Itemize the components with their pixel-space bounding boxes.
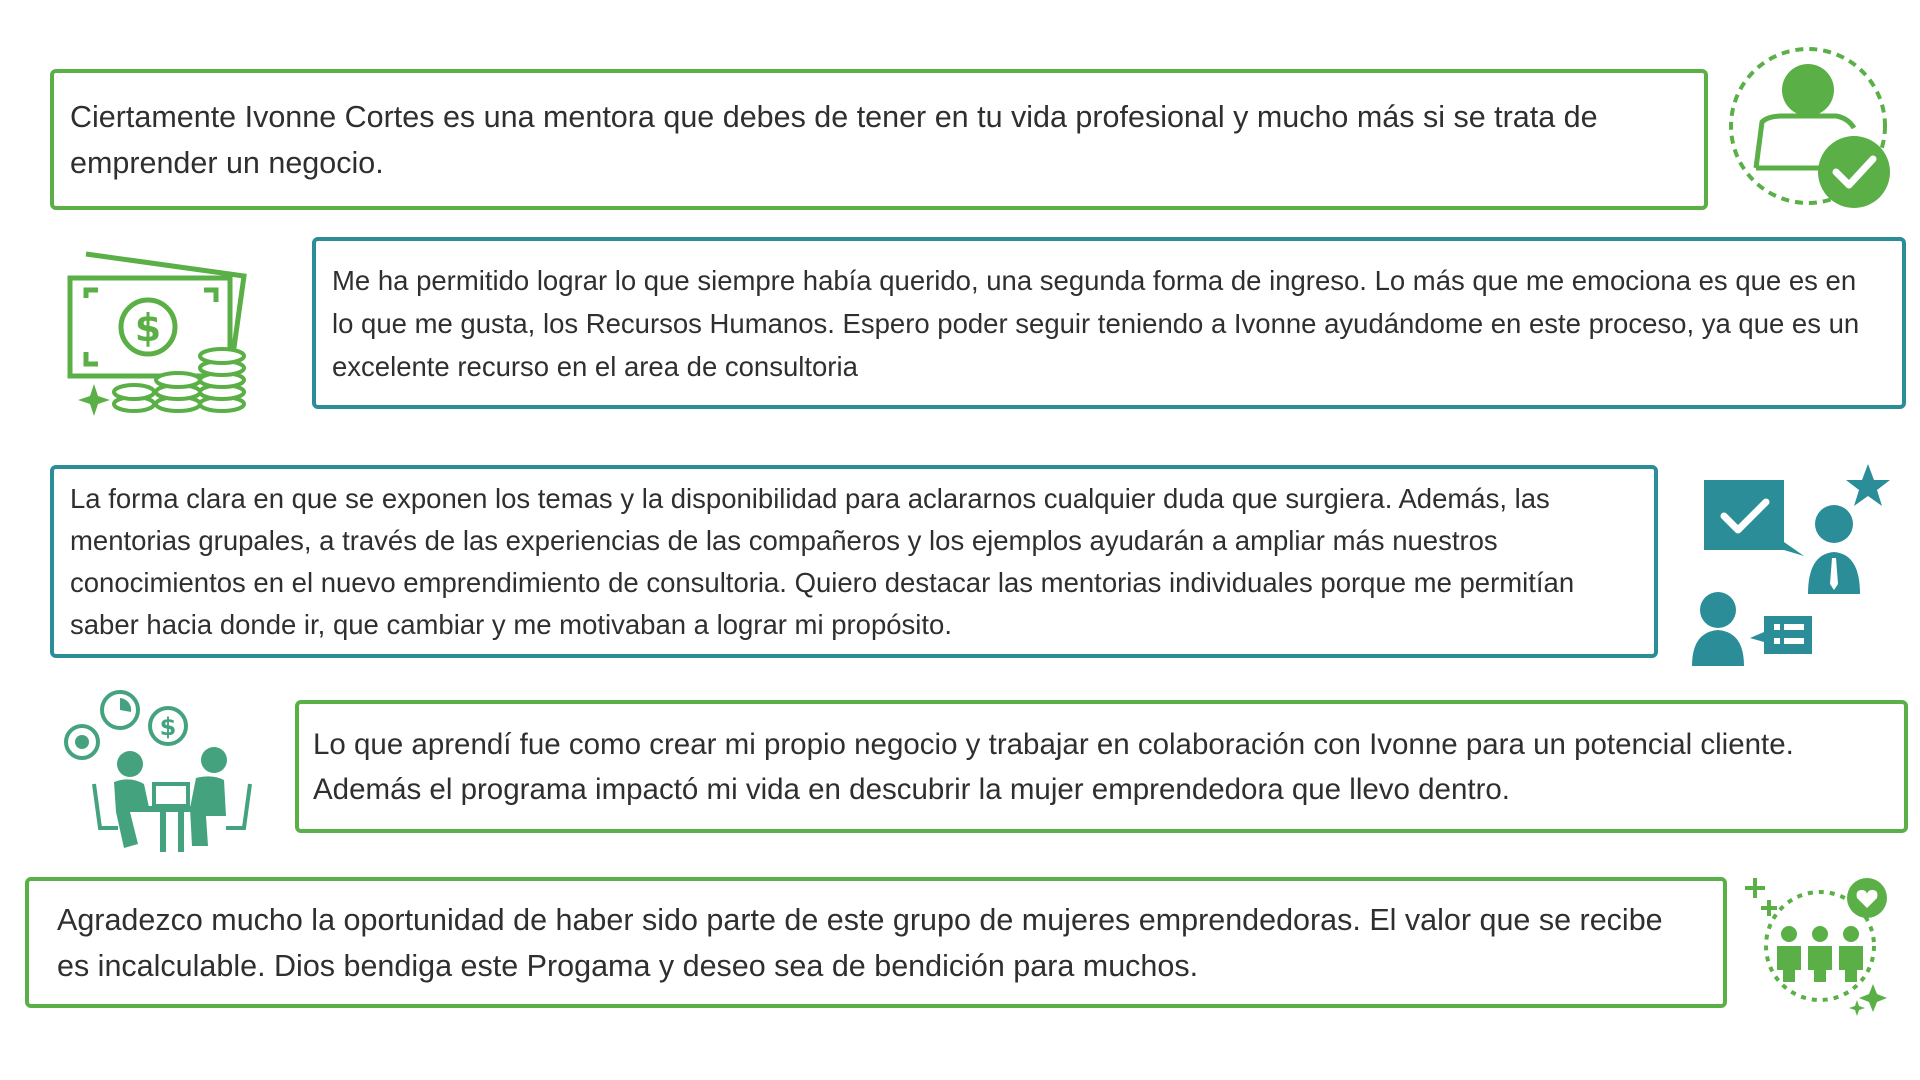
testimonial-text: La forma clara en que se exponen los temas y la disponibilidad para aclararnos cualquier duda que surgiera. Además, las mentorias grupales, a través de las experiencias de las compañeros y los ejemplos ayudarán a ampliar más nuestros conocimientos en el nuevo emprendimiento de consultoria. Quiero destacar las mentorias individuales porque me permitían saber hacia donde ir, que cambiar y me motivaban a lograr mi propósito.: [70, 482, 1575, 640]
testimonial-text: Me ha permitido lograr lo que siempre había querido, una segunda forma de ingreso. Lo más que me emociona es que es en lo que me gusta, los Recursos Humanos. Espero poder seguir teniendo a Ivonne ayudándome en este proceso, ya que es un excelente recurso en el area de consultoria: [332, 264, 1860, 382]
testimonial-card-3: [50, 465, 1658, 658]
testimonial-text: Ciertamente Ivonne Cortes es una mentora que debes de tener en tu vida profesional y mucho más si se trata de emprender un negocio.: [70, 99, 1598, 180]
mentor-check-icon: [1728, 46, 1898, 216]
svg-text:$: $: [159, 713, 177, 741]
testimonial-card-5: [25, 877, 1727, 1008]
svg-text:$: $: [134, 306, 162, 350]
testimonial-card-2: [312, 237, 1906, 409]
testimonial-text: Lo que aprendí fue como crear mi propio negocio y trabajar en colaboración con Ivonne para un potencial cliente. Además el programa impactó mi vida en descubrir la mujer emprendedora que llevo dentro.: [313, 727, 1794, 806]
testimonial-card-1: [50, 69, 1708, 210]
testimonial-text: Agradezco mucho la oportunidad de haber sido parte de este grupo de mujeres emprendedoras. El valor que se recibe es incalculable. Dios bendiga este Progama y deseo sea de bendición para muchos.: [57, 902, 1663, 983]
community-icon: [1745, 872, 1895, 1017]
money-icon: [64, 248, 254, 418]
testimonial-card-4: [295, 700, 1908, 833]
consultation-icon: [1680, 460, 1900, 675]
business-meeting-icon: [58, 688, 258, 858]
